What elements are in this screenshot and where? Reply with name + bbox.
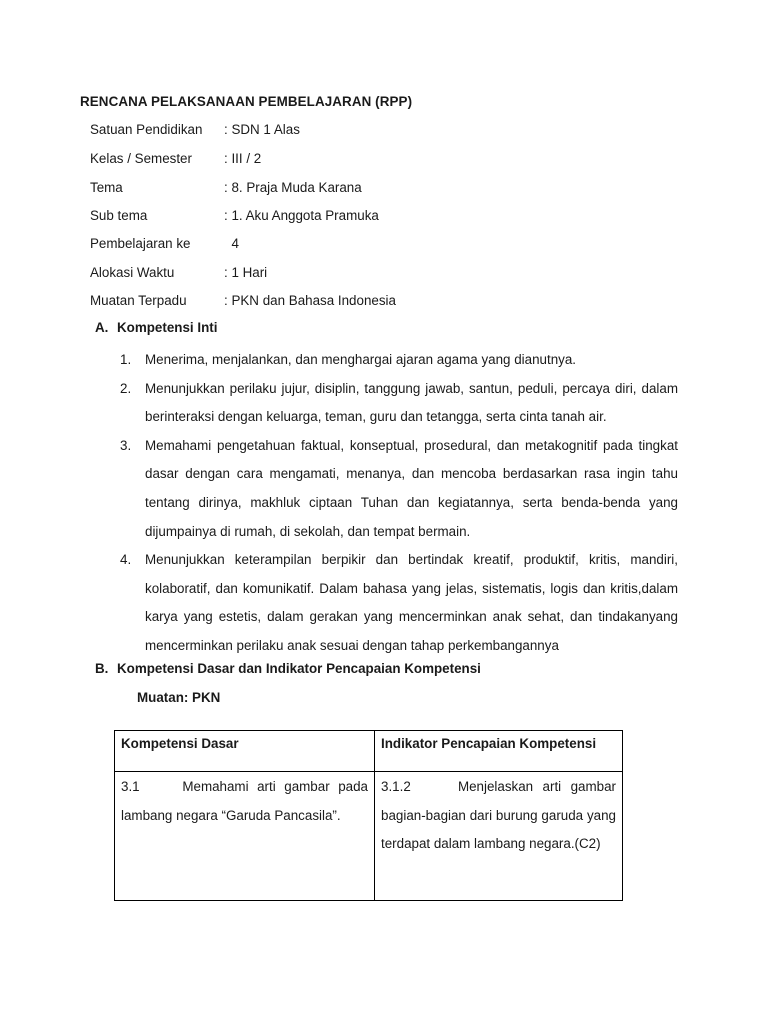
document-title: RENCANA PELAKSANAAN PEMBELAJARAN (RPP)	[80, 94, 413, 109]
list-text: Memahami pengetahuan faktual, konseptual, prosedural, dan metakognitif pada tingkat dasar dengan cara mengamati, menanya, dan mencoba berdasarkan rasa ingin tahu tentang dirinya, makhluk ciptaan Tuhan dan kegiatannya, serta benda-benda yang dijumpainya di rumah, di sekolah, dan tempat bermain.	[145, 437, 678, 539]
table-cell: 3.1 Memahami arti gambar pada lambang negara “Garuda Pancasila”.	[115, 772, 375, 901]
section-a-heading	[95, 320, 217, 335]
section-title: Kompetensi Inti	[117, 320, 218, 335]
list-text: Menunjukkan keterampilan berpikir dan bertindak kreatif, produktif, kritis, mandiri, kolaboratif, dan komunikatif. Dalam bahasa yang jelas, sistematis, logis dan kritis,dalam karya yang estetis, dalam gerakan yang mencerminkan anak sehat, dan tindakanyang mencerminkan perilaku anak sesuai dengan tahap perkembangannya	[145, 552, 678, 653]
section-letter: B.	[95, 661, 109, 676]
info-value: 4	[224, 236, 239, 251]
list-item	[118, 346, 678, 375]
list-number: 2.	[120, 380, 132, 396]
info-label: Pembelajaran ke	[90, 236, 191, 251]
list-number: 1.	[120, 352, 132, 367]
section-b-heading	[95, 661, 481, 676]
info-value: : SDN 1 Alas	[224, 122, 300, 137]
list-item	[118, 375, 678, 432]
info-value: : III / 2	[224, 151, 262, 166]
list-item	[118, 546, 678, 660]
list-text: Menerima, menjalankan, dan menghargai ajaran agama yang dianutnya.	[145, 352, 577, 367]
list-number: 3.	[120, 437, 132, 453]
info-value: : 8. Praja Muda Karana	[224, 180, 362, 195]
list-number: 4.	[120, 552, 132, 568]
table-header-row	[115, 731, 623, 772]
info-value: : PKN dan Bahasa Indonesia	[224, 293, 396, 308]
info-label: Muatan Terpadu	[90, 293, 187, 308]
section-title: Kompetensi Dasar dan Indikator Pencapaian Kompetensi	[117, 661, 481, 676]
kompetensi-inti-list	[118, 346, 678, 661]
table-row	[115, 772, 623, 901]
table-cell: 3.1.2 Menjelaskan arti gambar bagian-bagian dari burung garuda yang terdapat dalam lambang negara.(C2)	[375, 772, 623, 901]
list-text: Menunjukkan perilaku jujur, disiplin, tanggung jawab, santun, peduli, percaya diri, dalam berinteraksi dengan keluarga, teman, guru dan tetangga, serta cinta tanah air.	[145, 380, 678, 425]
info-label: Kelas / Semester	[90, 151, 192, 166]
info-label: Alokasi Waktu	[90, 265, 175, 280]
info-value: : 1 Hari	[224, 265, 268, 280]
kompetensi-table	[114, 730, 623, 901]
table-header-cell: Kompetensi Dasar	[115, 731, 375, 772]
table-header-cell: Indikator Pencapaian Kompetensi	[375, 731, 623, 772]
info-label: Tema	[90, 180, 123, 195]
info-label: Satuan Pendidikan	[90, 122, 203, 137]
section-letter: A.	[95, 320, 109, 335]
list-item	[118, 432, 678, 546]
info-label: Sub tema	[90, 208, 148, 223]
muatan-label: Muatan: PKN	[137, 690, 221, 705]
info-value: : 1. Aku Anggota Pramuka	[224, 208, 379, 223]
